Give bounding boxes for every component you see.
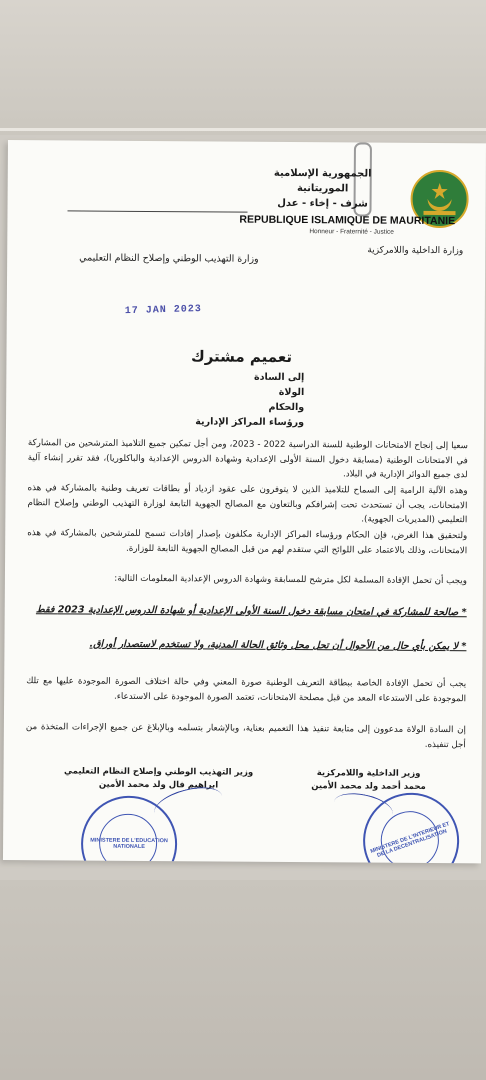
document-page [3, 140, 486, 863]
signature-interior-title: وزير الداخلية واللامركزية [316, 768, 421, 779]
ministry-interior: وزارة الداخلية واللامركزية [367, 245, 464, 257]
ministry-education: وزارة التهذيب الوطني وإصلاح النظام التعليمي [79, 252, 259, 265]
addressee-4: ورؤساء المراكز الإدارية [195, 416, 305, 429]
signature-interior-name: محمد أحمد ولد محمد الأمين [311, 781, 426, 792]
paragraph-2: وهذه الآلية الرامية إلى السماح للتلاميذ الذين لا يتوفرون على عقود ازدياد أو بطاقات تعريف وطنية بالمشاركة في هذه الامتحانات، يجب أن تستحدث تحت إشرافكم وبالتعاون مع المصالح الجهوية التابعة لوزارة التهذيب الوطني وإصلاح النظام التعليمي (المديريات الجهوية). [27, 483, 468, 526]
background-wall [0, 0, 486, 135]
background-floor [0, 880, 486, 1080]
signature-education-name: ابراهيم فال ولد محمد الأمين [98, 779, 219, 791]
signature-education [63, 765, 253, 792]
addressee-1: إلى السادة [254, 371, 305, 384]
paragraph-3: ولتحقيق هذا الغرض، فإن الحكام ورؤساء المراكز الإدارية مكلفون بإصدار إفادات تسمح للمترشحين بالمشاركة في هذه الامتحانات، وذلك بالاعتماد على اللوائح التي ستقدم لهم من قبل المصالح الجهوية التابعة للوزارة. [27, 528, 468, 556]
date-stamp: 17 JAN 2023 [124, 304, 202, 318]
addressee-2: الولاة [278, 386, 305, 399]
signature-education-title: وزير التهذيب الوطني وإصلاح النظام التعليمي [63, 766, 254, 778]
paragraph-1: سعيا إلى إنجاح الامتحانات الوطنية للسنة الدراسية 2022 - 2023، ومن أجل تمكين جميع التلاميذ المترشحين من المشاركة في الامتحانات الوطنية (مسابقة دخول السنة الأولى الإعدادية وشهادة الدروس الإعدادية والباكلوريا)، فقد تقرر إنشاء آلية لدى جميع الدوائر الإدارية في البلاد. [27, 438, 468, 481]
header-ar-motto: شرف - إخاء - عدل [277, 197, 368, 210]
paragraph-6: إن السادة الولاة مدعوون إلى متابعة تنفيذ هذا التعميم بعناية، وبالإشعار بتسلمه وبالإبلاغ عن جميع الإجراءات المتخذة من أجل تنفيذه. [25, 722, 466, 750]
paragraph-5: يجب أن تحمل الإفادة الخاصة ببطاقة التعريف الوطنية صورة المعني وفي حالة اختلاف الصورة الموجودة عليها مع تلك الموجودة على الاستدعاء المعد من قبل مصلحة الامتحانات، تعتمد الصورة الموجودة على الاستدعاء. [26, 676, 467, 704]
paragraph-4: ويجب أن تحمل الإفادة المسلمة لكل مترشح للمسابقة وشهادة الدروس الإعدادية المعلومات التالية: [114, 573, 467, 587]
signature-interior [293, 767, 443, 794]
header-fr-motto: Honneur - Fraternité - Justice [309, 228, 394, 236]
seal-right-text: MINISTERE DE L'INTERIEUR ET DE LA DECENTRALISATION [369, 821, 451, 859]
document-title: تعميم مشترك [190, 347, 293, 366]
header-divider [68, 210, 248, 212]
header-arabic [248, 166, 398, 212]
header-fr-republic: REPUBLIQUE ISLAMIQUE DE MAURITANIE [239, 213, 456, 228]
header-ar-republic: الجمهورية الإسلامية الموريتانية [273, 167, 372, 195]
wall-ledge [0, 128, 486, 131]
addressee-3: والحكام [268, 401, 305, 414]
bullet-2: * لا يمكن بأي حال من الأحوال أن تحل محل وثائق الحالة المدنية، ولا تستخدم لاستصدار أوراق. [89, 638, 467, 653]
bullet-1: * صالحة للمشاركة في امتحان مسابقة دخول السنة الأولى الإعدادية أو شهادة الدروس الإعدادية 2023 فقط [35, 604, 467, 619]
seal-left-text: MINISTERE DE L'EDUCATION NATIONALE [90, 837, 168, 850]
